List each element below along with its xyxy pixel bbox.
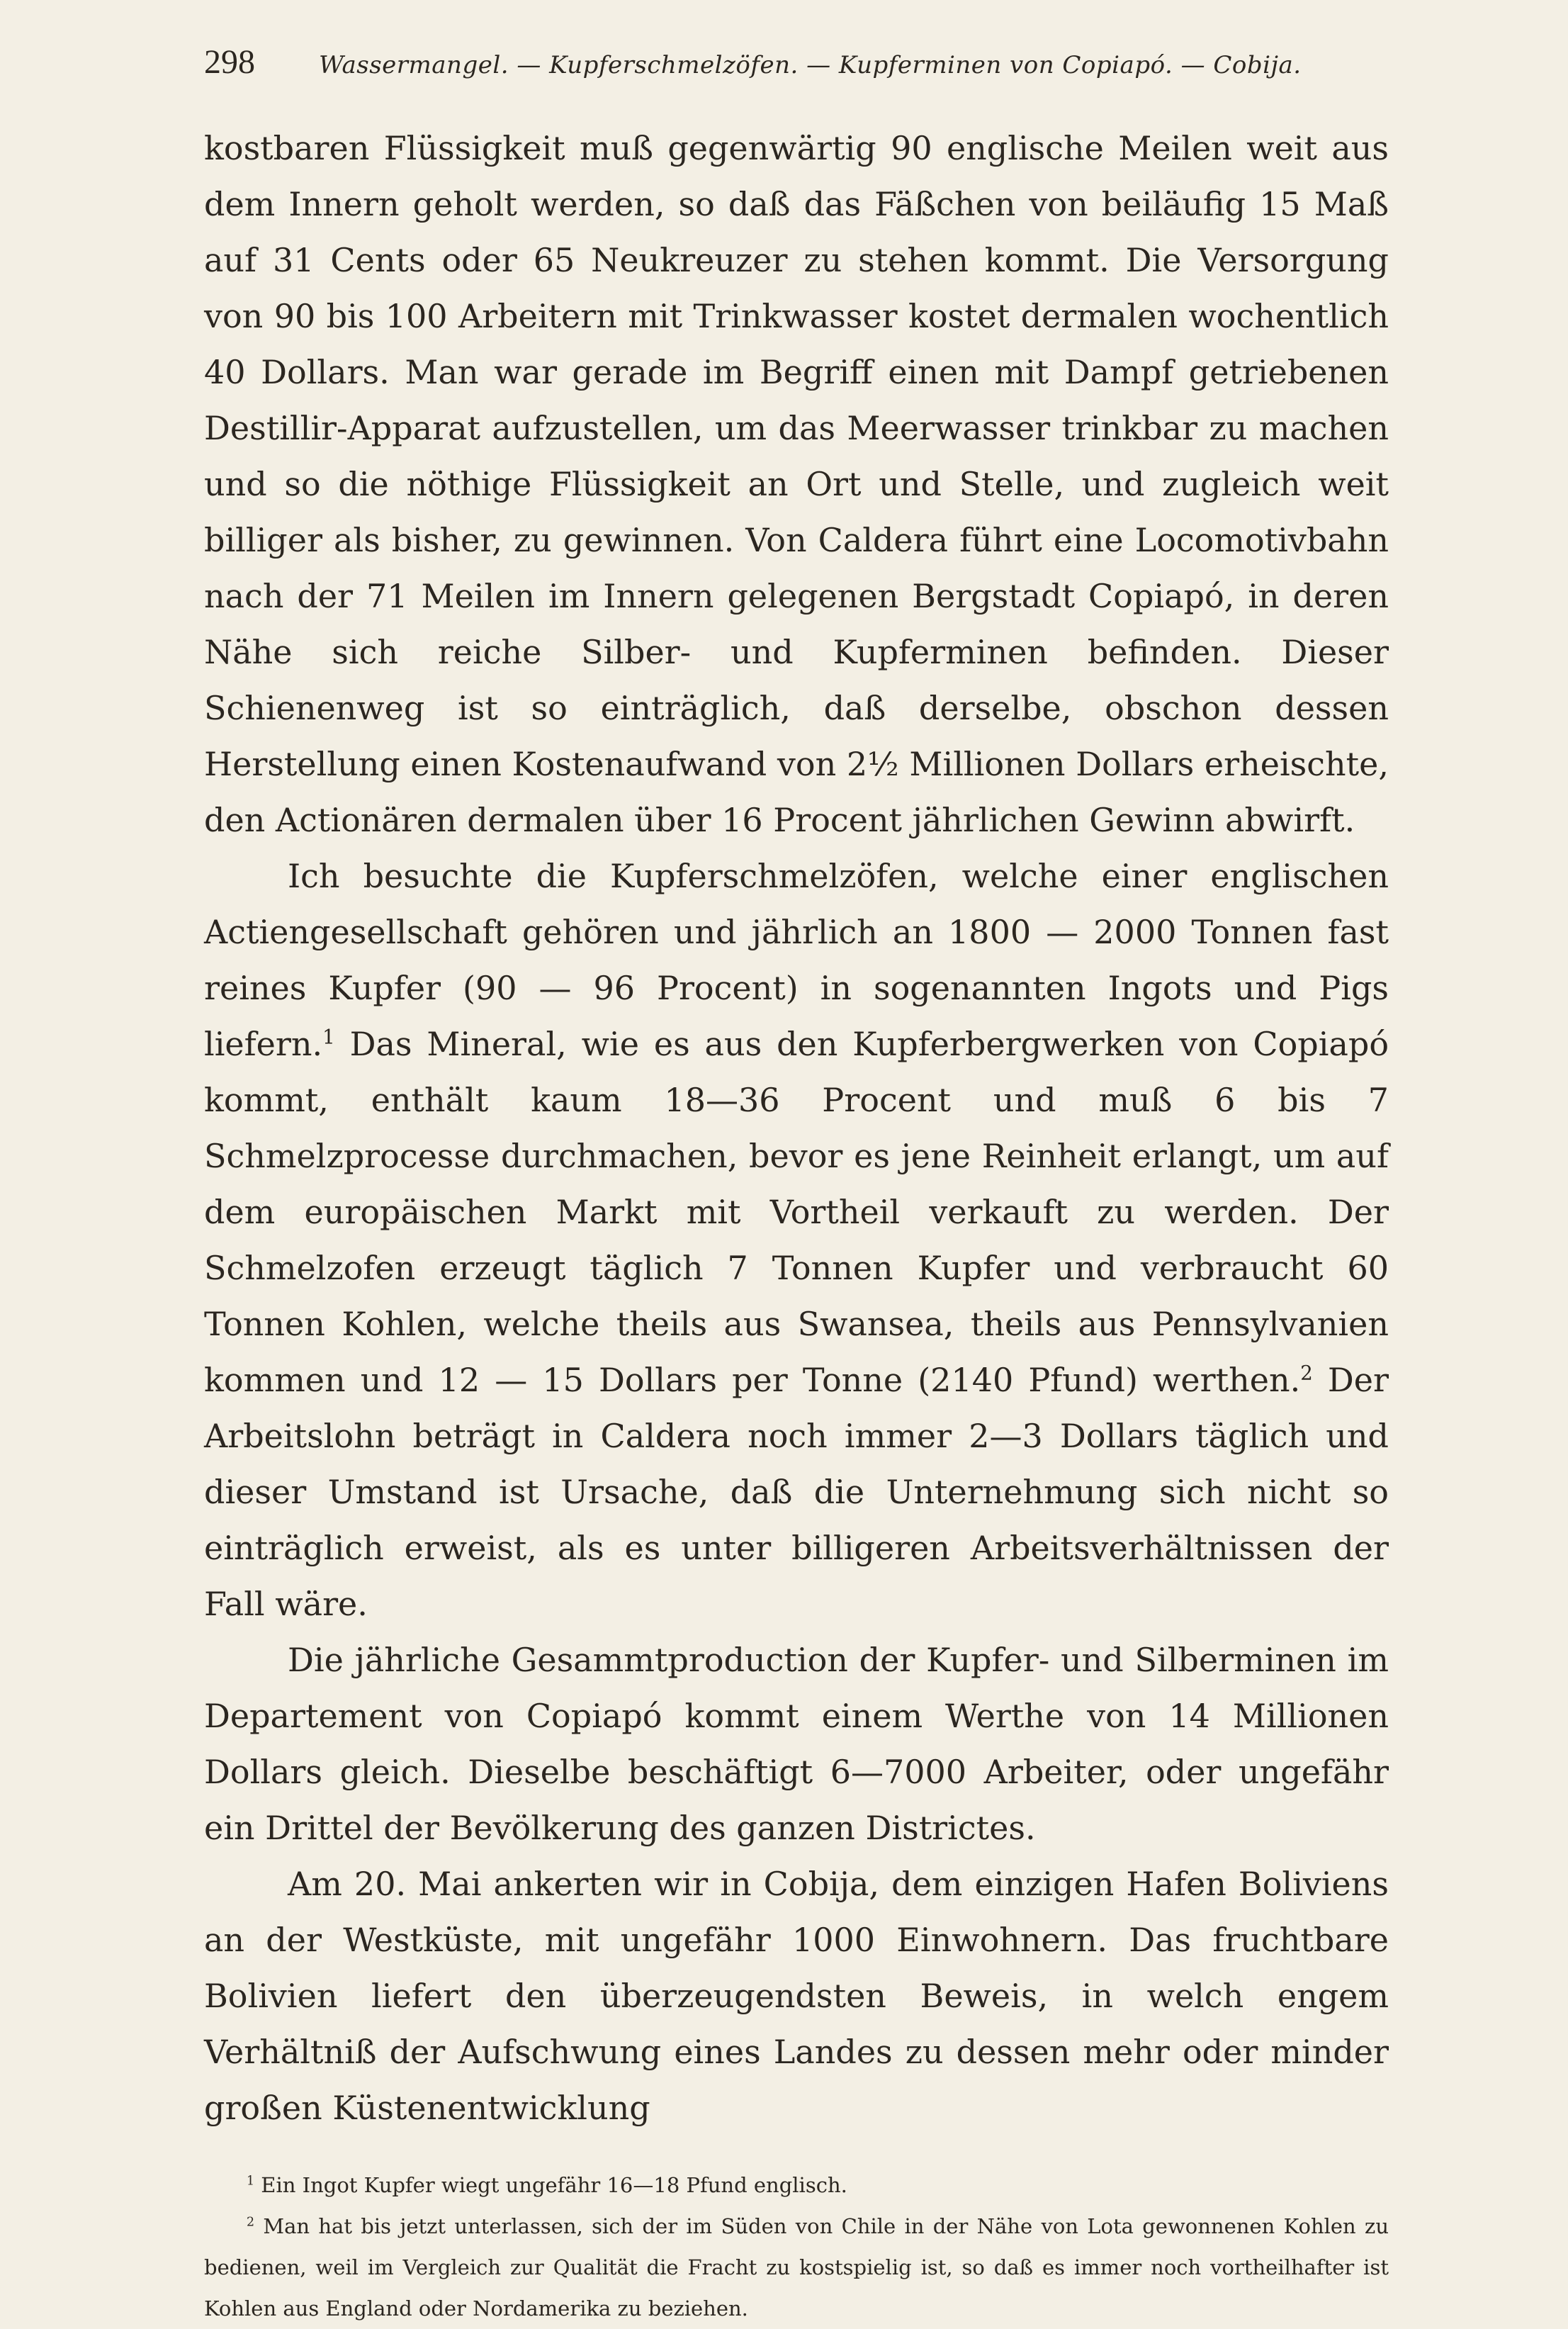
running-title: Wassermangel. — Kupferschmelzöfen. — Kupferminen von Copiapó. — Cobija. <box>319 51 1302 79</box>
book-page <box>204 43 1389 2329</box>
paragraph-4 <box>204 1856 1389 2136</box>
paragraph-2-end: Der Arbeitslohn beträgt in Caldera noch immer 2—3 Dollars täglich und dieser Umstand ist Ursache, daß die Unternehmung sich nicht so einträglich erweist, als es unter billigeren Arbeitsverhältnissen der Fall wäre. <box>204 1361 1389 1623</box>
paragraph-2-continuation: Das Mineral, wie es aus den Kupferbergwerken von Copiapó kommt, enthält kaum 18—36 Procent und muß 6 bis 7 Schmelzprocesse durchmachen, bevor es jene Reinheit erlangt, um auf dem europäischen Markt mit Vortheil verkauft zu werden. Der Schmelzofen erzeugt täglich 7 Tonnen Kupfer und verbraucht 60 Tonnen Kohlen, welche theils aus Swansea, theils aus Pennsylvanien kommen und 12 — 15 Dollars per Tonne (2140 Pfund) werthen. <box>204 1025 1389 1399</box>
footnote-2 <box>204 2206 1389 2329</box>
footnotes <box>204 2165 1389 2329</box>
paragraph-2 <box>204 848 1389 1632</box>
footnote-1-text: Ein Ingot Kupfer wiegt ungefähr 16—18 Pfund englisch. <box>261 2173 847 2197</box>
body-text <box>204 120 1389 2136</box>
paragraph-2-text: Ich besuchte die Kupferschmelzöfen, welche einer englischen Actiengesellschaft gehören und jährlich an 1800 — 2000 Tonnen fast reines Kupfer (90 — 96 Procent) in sogenannten Ingots und Pigs liefern. <box>204 857 1389 1063</box>
paragraph-4-text: Am 20. Mai ankerten wir in Cobija, dem einzigen Hafen Boliviens an der Westküste, mit ungefähr 1000 Einwohnern. Das fruchtbare Bolivien liefert den überzeugendsten Beweis, in welch engem Verhältniß der Aufschwung eines Landes zu dessen mehr oder minder großen Küstenentwicklung <box>204 1865 1389 2127</box>
running-head <box>204 43 1389 92</box>
footnote-1 <box>204 2165 1389 2206</box>
footnote-mark-2: 2 <box>1300 1361 1313 1385</box>
paragraph-1-text: kostbaren Flüssigkeit muß gegenwärtig 90 englische Meilen weit aus dem Innern geholt werden, so daß das Fäßchen von beiläufig 15 Maß auf 31 Cents oder 65 Neukreuzer zu stehen kommt. Die Versorgung von 90 bis 100 Arbeitern mit Trinkwasser kostet dermalen wochentlich 40 Dollars. Man war gerade im Begriff einen mit Dampf getriebenen Destillir-Apparat aufzustellen, um das Meerwasser trinkbar zu machen und so die nöthige Flüssigkeit an Ort und Stelle, und zugleich weit billiger als bisher, zu gewinnen. Von Caldera führt eine Locomotivbahn nach der 71 Meilen im Innern gelegenen Bergstadt Copiapó, in deren Nähe sich reiche Silber- und Kupferminen befinden. Dieser Schienenweg ist so einträglich, daß derselbe, obschon dessen Herstellung einen Kostenaufwand von 2½ Millionen Dollars erheischte, den Actionären dermalen über 16 Procent jährlichen Gewinn abwirft. <box>204 129 1389 839</box>
page-number: 298 <box>204 43 255 81</box>
paragraph-3-text: Die jährliche Gesammtproduction der Kupfer- und Silberminen im Departement von Copiapó kommt einem Werthe von 14 Millionen Dollars gleich. Dieselbe beschäftigt 6—7000 Arbeiter, oder ungefähr ein Drittel der Bevölkerung des ganzen Districtes. <box>204 1641 1389 1847</box>
paragraph-3 <box>204 1632 1389 1856</box>
footnote-1-mark: 1 <box>247 2174 255 2189</box>
footnote-2-mark: 2 <box>247 2215 255 2230</box>
paragraph-1 <box>204 120 1389 848</box>
footnote-2-text: Man hat bis jetzt unterlassen, sich der im Süden von Chile in der Nähe von Lota gewonnenen Kohlen zu bedienen, weil im Vergleich zur Qualität die Fracht zu kostspielig ist, so daß es immer noch vortheilhafter ist Kohlen aus England oder Nordamerika zu beziehen. <box>204 2214 1389 2320</box>
footnote-mark-1: 1 <box>322 1025 335 1049</box>
